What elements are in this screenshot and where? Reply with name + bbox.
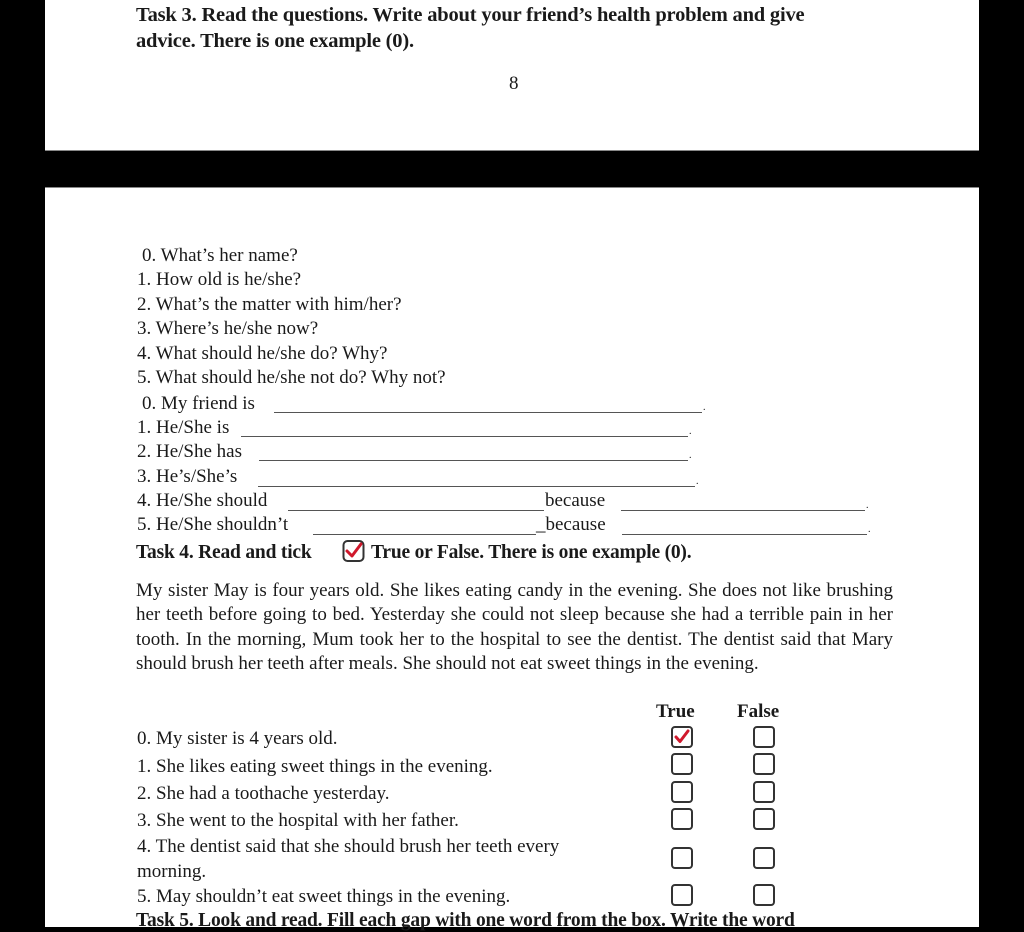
answer-0-end: .: [703, 402, 706, 413]
answer-2-blank[interactable]: [259, 460, 688, 461]
answer-5-end: .: [868, 524, 871, 535]
question-1: 1. How old is he/she?: [137, 269, 302, 290]
checkbox-false-2[interactable]: [753, 781, 775, 803]
question-3: 3. Where’s he/she now?: [137, 318, 319, 339]
document-page-1: [45, 0, 979, 151]
answer-4-because: because: [545, 490, 606, 511]
checkbox-true-2[interactable]: [671, 781, 693, 803]
answer-4-blank-1[interactable]: [288, 510, 544, 511]
checkbox-false-0[interactable]: [753, 726, 775, 748]
checkbox-true-1[interactable]: [671, 753, 693, 775]
answer-1-end: .: [689, 426, 692, 437]
answer-5-blank-1[interactable]: [313, 534, 536, 535]
statement-3: 3. She went to the hospital with her father.: [137, 810, 459, 831]
checkbox-false-1[interactable]: [753, 753, 775, 775]
task4-title-part2: True or False. There is one example (0).: [371, 542, 692, 563]
answer-3-end: .: [696, 476, 699, 487]
checkbox-true-3[interactable]: [671, 808, 693, 830]
checkbox-true-0[interactable]: [671, 726, 693, 748]
answer-1-prefix: 1. He/She is: [137, 417, 230, 438]
answer-4-end: .: [866, 500, 869, 511]
question-4: 4. What should he/she do? Why?: [137, 343, 388, 364]
statement-5: 5. May shouldn’t eat sweet things in the evening.: [137, 886, 511, 907]
checked-box-icon: [342, 539, 364, 561]
answer-5-because: _because: [536, 514, 606, 535]
answer-5-prefix: 5. He/She shouldn’t: [137, 514, 289, 535]
question-2: 2. What’s the matter with him/her?: [137, 294, 402, 315]
checkbox-true-5[interactable]: [671, 884, 693, 906]
answer-2-prefix: 2. He/She has: [137, 441, 243, 462]
statement-2: 2. She had a toothache yesterday.: [137, 783, 390, 804]
task3-title-line1: Task 3. Read the questions. Write about your friend’s health problem and give: [136, 4, 805, 26]
page-number: 8: [509, 73, 519, 94]
answer-3-prefix: 3. He’s/She’s: [137, 466, 238, 487]
statement-1: 1. She likes eating sweet things in the evening.: [137, 756, 493, 777]
checkmark-icon: [672, 727, 692, 747]
answer-2-end: .: [689, 450, 692, 461]
task3-title-line2: advice. There is one example (0).: [136, 30, 414, 52]
checkbox-false-5[interactable]: [753, 884, 775, 906]
answer-4-prefix: 4. He/She should: [137, 490, 268, 511]
question-5: 5. What should he/she not do? Why not?: [137, 367, 446, 388]
task4-title-part1: Task 4. Read and tick: [136, 542, 312, 563]
answer-1-blank[interactable]: [241, 436, 688, 437]
task5-title-partial: Task 5. Look and read. Fill each gap with one word from the box. Write the word: [136, 910, 795, 931]
answer-3-blank[interactable]: [258, 486, 695, 487]
answer-0-blank[interactable]: [274, 412, 702, 413]
task4-passage: My sister May is four years old. She likes eating candy in the evening. She does not like brushing her teeth before going to bed. Yesterday she could not sleep because she had a terrible pain in her tooth. In the morning, Mum took her to the hospital to see the dentist. The dentist said that Mary should brush her teeth after meals. She should not eat sweet things in the evening.: [136, 580, 893, 674]
answer-4-blank-2[interactable]: [621, 510, 865, 511]
statement-4-line2: morning.: [137, 861, 207, 882]
question-0: 0. What’s her name?: [142, 245, 298, 266]
column-header-true: True: [656, 701, 695, 722]
checkbox-false-4[interactable]: [753, 847, 775, 869]
answer-0-prefix: 0. My friend is: [142, 393, 255, 414]
checkbox-true-4[interactable]: [671, 847, 693, 869]
statement-0: 0. My sister is 4 years old.: [137, 728, 338, 749]
answer-5-blank-2[interactable]: [622, 534, 867, 535]
checkbox-false-3[interactable]: [753, 808, 775, 830]
statement-4-line1: 4. The dentist said that she should brush her teeth every: [137, 836, 560, 857]
column-header-false: False: [737, 701, 780, 722]
